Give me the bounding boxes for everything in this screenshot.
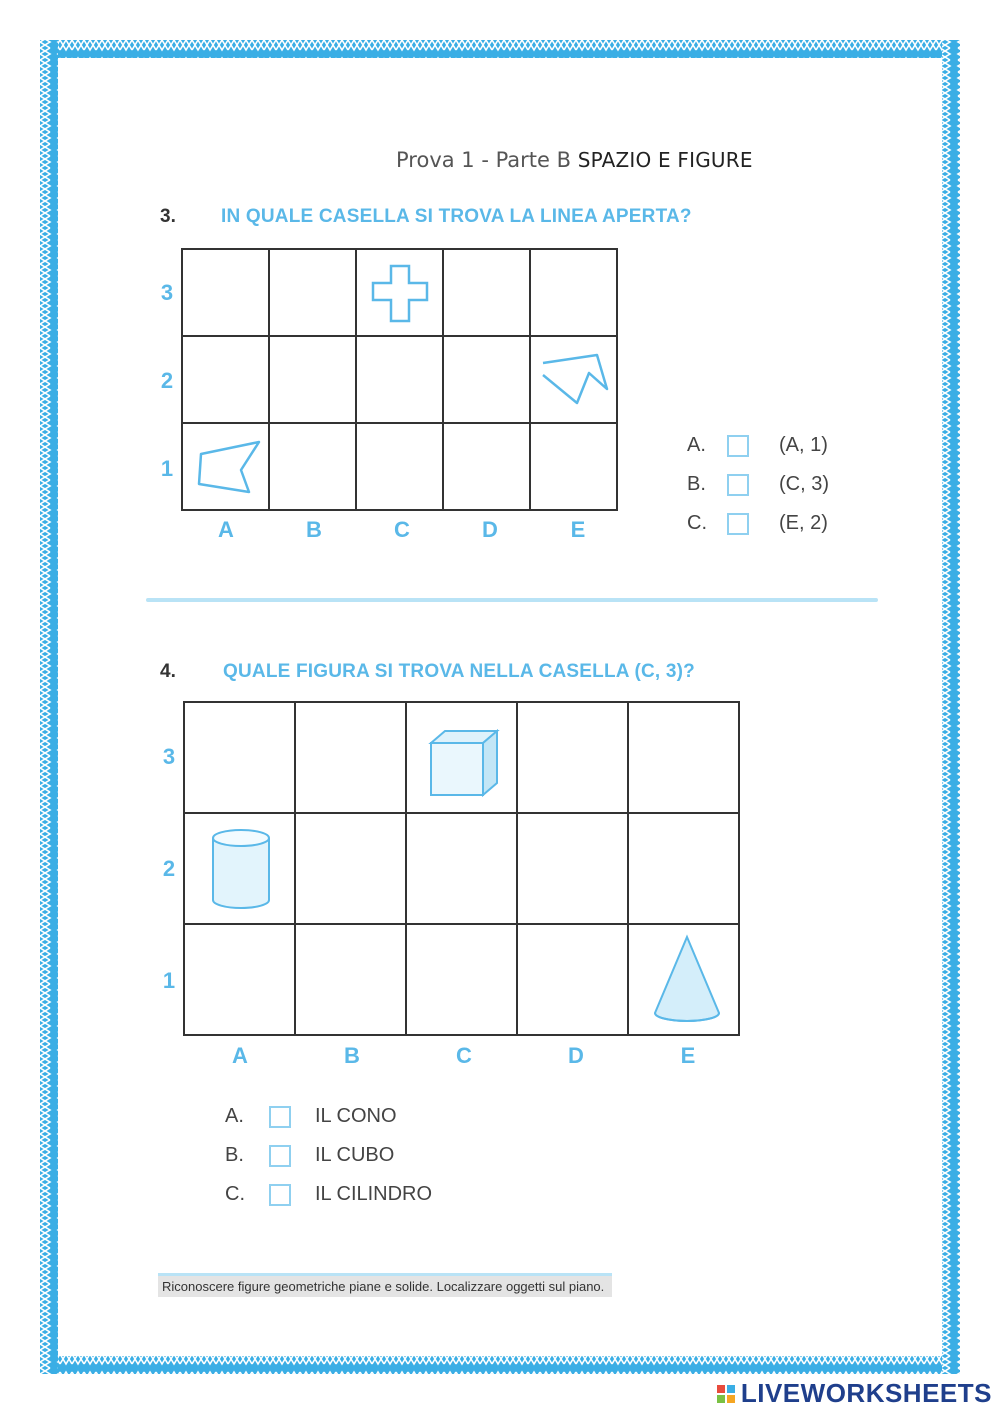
q4-cell-A1	[184, 924, 295, 1035]
q3-row-label: 3	[160, 280, 174, 305]
q3-cell-B3	[269, 249, 356, 336]
q4-number: 4.	[160, 661, 176, 682]
option-checkbox[interactable]	[727, 474, 749, 496]
section-divider	[146, 598, 878, 602]
closed-polygon-icon	[183, 424, 268, 509]
option-letter: C.	[225, 1183, 245, 1205]
q4-col-label: C	[456, 1043, 472, 1068]
q4-cell-A3	[184, 702, 295, 813]
footer-objective: Riconoscere figure geometriche piane e solide. Localizzare oggetti sul piano.	[158, 1276, 612, 1297]
option-text: IL CONO	[315, 1105, 397, 1127]
q4-question: QUALE FIGURA SI TROVA NELLA CASELLA (C, 3)?	[223, 661, 695, 682]
q4-cell-B1	[295, 924, 406, 1035]
cross-icon	[357, 250, 442, 335]
header-prefix: Prova 1 - Parte B	[396, 148, 572, 172]
option-checkbox[interactable]	[269, 1145, 291, 1167]
option-letter: B.	[225, 1144, 244, 1166]
q4-option-b[interactable]	[225, 1144, 394, 1167]
q3-cell-D1	[443, 423, 530, 510]
q4-cell-B2	[295, 813, 406, 924]
q4-cell-E3	[628, 702, 739, 813]
option-checkbox[interactable]	[269, 1184, 291, 1206]
q4-cell-D2	[517, 813, 628, 924]
q4-col-label: D	[568, 1043, 584, 1068]
q4-col-label: E	[680, 1043, 696, 1068]
q3-cell-D3	[443, 249, 530, 336]
q4-row-label: 2	[162, 856, 176, 881]
q3-cell-E3	[530, 249, 617, 336]
option-letter: B.	[687, 473, 706, 495]
option-letter: A.	[225, 1105, 244, 1127]
option-checkbox[interactable]	[727, 513, 749, 535]
cube-icon	[407, 703, 516, 812]
q3-cell-C2	[356, 336, 443, 423]
q4-cell-A2	[184, 813, 295, 924]
brand-watermark[interactable]	[717, 1378, 992, 1409]
header-title: SPAZIO E FIGURE	[577, 148, 753, 172]
option-letter: A.	[687, 434, 706, 456]
q3-cell-E1	[530, 423, 617, 510]
brand-name: LIVEWORKSHEETS	[740, 1378, 992, 1408]
cone-icon	[629, 925, 738, 1034]
q3-cell-D2	[443, 336, 530, 423]
q3-cell-C1	[356, 423, 443, 510]
q3-row-label: 2	[160, 368, 174, 393]
option-checkbox[interactable]	[269, 1106, 291, 1128]
q4-option-c[interactable]	[225, 1183, 432, 1206]
q3-question: IN QUALE CASELLA SI TROVA LA LINEA APERTA?	[221, 206, 692, 227]
q3-col-label: C	[394, 517, 410, 542]
q3-option-a[interactable]	[687, 434, 828, 457]
q3-grid	[181, 248, 618, 511]
option-text: (A, 1)	[779, 434, 828, 456]
brand-logo-icon	[717, 1385, 735, 1403]
q3-cell-A2	[182, 336, 269, 423]
q3-row-label: 1	[160, 456, 174, 481]
q3-cell-A3	[182, 249, 269, 336]
q4-option-a[interactable]	[225, 1105, 397, 1128]
q3-col-label: E	[570, 517, 586, 542]
q3-col-label: D	[482, 517, 498, 542]
open-polyline-icon	[531, 337, 616, 422]
page-header	[396, 148, 753, 172]
q4-cell-B3	[295, 702, 406, 813]
q4-row-label: 3	[162, 744, 176, 769]
option-text: IL CUBO	[315, 1144, 395, 1166]
option-text: IL CILINDRO	[315, 1183, 433, 1205]
q3-col-label: B	[306, 517, 322, 542]
q4-col-label: B	[344, 1043, 360, 1068]
option-text: (E, 2)	[779, 512, 828, 534]
q3-cell-C3	[356, 249, 443, 336]
q4-cell-C2	[406, 813, 517, 924]
q4-cell-E2	[628, 813, 739, 924]
q4-cell-C1	[406, 924, 517, 1035]
option-checkbox[interactable]	[727, 435, 749, 457]
q3-cell-A1	[182, 423, 269, 510]
option-letter: C.	[687, 512, 707, 534]
q4-cell-D3	[517, 702, 628, 813]
q3-cell-E2	[530, 336, 617, 423]
q4-row-label: 1	[162, 968, 176, 993]
q4-cell-E1	[628, 924, 739, 1035]
q3-number: 3.	[160, 206, 176, 227]
option-text: (C, 3)	[779, 473, 829, 495]
cylinder-icon	[185, 814, 294, 923]
q3-cell-B1	[269, 423, 356, 510]
q4-col-label: A	[232, 1043, 248, 1068]
q4-grid	[183, 701, 740, 1036]
q3-option-b[interactable]	[687, 473, 829, 496]
q4-cell-D1	[517, 924, 628, 1035]
q3-col-label: A	[218, 517, 234, 542]
q3-cell-B2	[269, 336, 356, 423]
q4-cell-C3	[406, 702, 517, 813]
q3-option-c[interactable]	[687, 512, 828, 535]
